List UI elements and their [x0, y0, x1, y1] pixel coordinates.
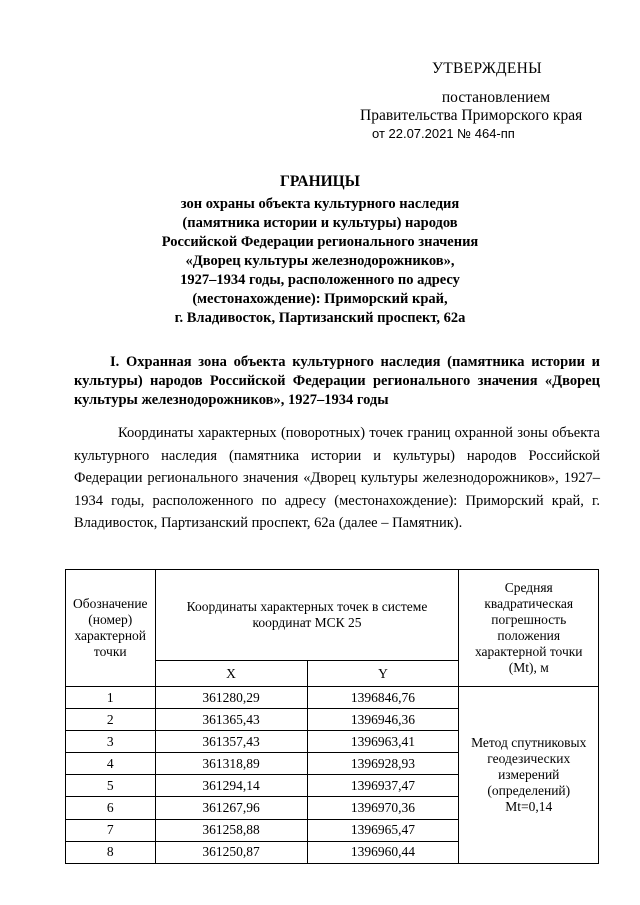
coord-y: 1396928,93: [307, 753, 459, 775]
coord-x: 361267,96: [155, 797, 307, 819]
coord-x: 361294,14: [155, 775, 307, 797]
approval-date-number: от 22.07.2021 № 464-пп: [372, 126, 515, 141]
heading-line: (местонахождение): Приморский край,: [192, 291, 448, 307]
point-number: 7: [66, 819, 156, 841]
heading-line: г. Владивосток, Партизанский проспект, 62а: [174, 310, 466, 326]
table-row: [66, 687, 599, 709]
header-accuracy: Средняя квадратическая погрешность положения характерной точки (Mt), м: [459, 570, 599, 687]
approval-title: УТВЕРЖДЕНЫ: [432, 60, 542, 77]
point-number: 5: [66, 775, 156, 797]
accuracy-method: Метод спутниковых геодезических измерений (определений) Mt=0,14: [459, 687, 599, 864]
coordinates-table: [65, 569, 599, 864]
coord-x: 361250,87: [155, 841, 307, 863]
document-title: ГРАНИЦЫ: [280, 173, 360, 190]
heading-line: 1927–1934 годы, расположенного по адресу: [180, 272, 460, 288]
heading-line: Российской Федерации регионального значения: [161, 234, 479, 250]
body-paragraph: Координаты характерных (поворотных) точек границ охранной зоны объекта культурного наследия (памятника истории и культуры) народов Российской Федерации регионального значения «Дворец культуры железнодорожников», 1927–1934 годы, расположенного по адресу (местонахождение): Приморский край, г. Владивосток, Партизанский проспект, 62а (далее – Памятник).: [74, 425, 600, 532]
coord-y: 1396970,36: [307, 797, 459, 819]
document-heading: [120, 172, 520, 328]
point-number: 4: [66, 753, 156, 775]
section-title: I. Охранная зона объекта культурного наследия (памятника истории и культуры) народов Российской Федерации регионального значения «Дворец культуры железнодорожников», 1927–1934 годы: [74, 354, 600, 408]
coord-y: 1396960,44: [307, 841, 459, 863]
approval-resolution: постановлением: [441, 89, 551, 106]
header-coordinates: Координаты характерных точек в системе координат МСК 25: [155, 570, 459, 661]
approval-government: Правительства Приморского края: [360, 107, 583, 124]
coord-x: 361357,43: [155, 731, 307, 753]
header-point-number: Обозначение (номер) характерной точки: [66, 570, 156, 687]
coord-x: 361365,43: [155, 709, 307, 731]
coord-y: 1396946,36: [307, 709, 459, 731]
point-number: 8: [66, 841, 156, 863]
coord-x: 361318,89: [155, 753, 307, 775]
coord-y: 1396937,47: [307, 775, 459, 797]
coord-x: 361258,88: [155, 819, 307, 841]
header-x: X: [155, 661, 307, 687]
point-number: 3: [66, 731, 156, 753]
header-y: Y: [307, 661, 459, 687]
coord-y: 1396846,76: [307, 687, 459, 709]
coord-x: 361280,29: [155, 687, 307, 709]
heading-line: (памятника истории и культуры) народов: [182, 215, 458, 231]
approval-block: [360, 60, 583, 143]
heading-line: «Дворец культуры железнодорожников»,: [185, 253, 455, 269]
coord-y: 1396963,41: [307, 731, 459, 753]
coord-y: 1396965,47: [307, 819, 459, 841]
point-number: 6: [66, 797, 156, 819]
point-number: 1: [66, 687, 156, 709]
point-number: 2: [66, 709, 156, 731]
heading-line: зон охраны объекта культурного наследия: [180, 196, 460, 212]
